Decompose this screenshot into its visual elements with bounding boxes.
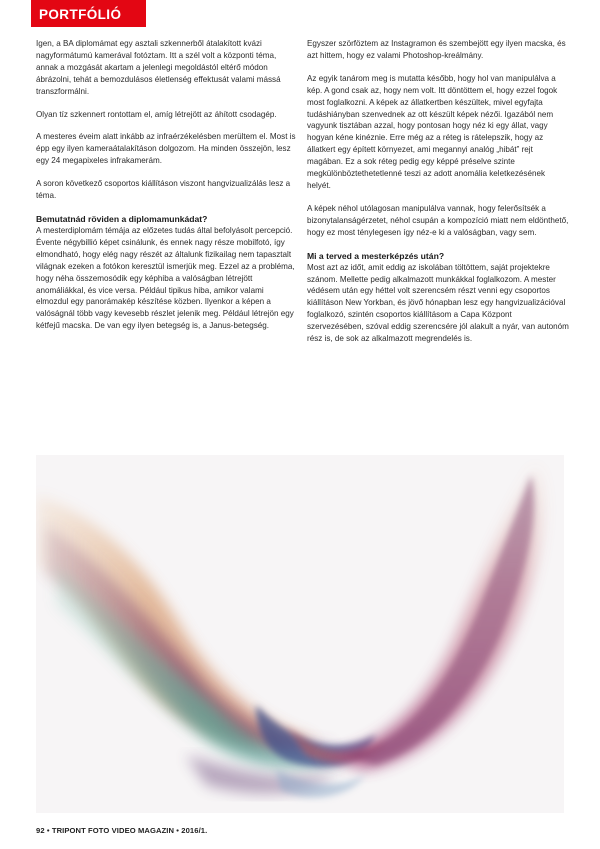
paragraph: Igen, a BA diplomámat egy asztali szkennerből átalakított kvázi nagyformátumú kamerával fotóztam. Itt a szél volt a központi téma, annak a mozgását akartam a jelenlegi megoldástól eltérő módon ábrázolni, tehát a bemozdulásos életlenség effektusát valami mássá transzformálni. bbox=[36, 39, 281, 96]
section-title: PORTFÓLIÓ bbox=[39, 7, 122, 22]
paragraph: A mesteres éveim alatt inkább az infraérzékelésben merültem el. Most is épp egy ilyen kameraátalakításon dolgozom. Ha minden összejön, lesz egy 24 megapixeles infrakamerám. bbox=[36, 132, 296, 166]
abstract-photo bbox=[36, 455, 564, 813]
paragraph: Olyan tíz szkennert rontottam el, amíg létrejött az áhított csodagép. bbox=[36, 109, 277, 119]
paragraph: A soron következő csoportos kiállításon viszont hangvizualizálás lesz a téma. bbox=[36, 179, 291, 201]
section-banner bbox=[31, 0, 146, 27]
page-footer: 92 • TRIPONT FOTO VIDEO MAGAZIN • 2016/1. bbox=[36, 826, 208, 835]
interview-question: Bemutatnád röviden a diplomamunkádat? bbox=[36, 213, 208, 224]
right-column bbox=[307, 38, 569, 356]
paragraph: A mesterdiplomám témája az előzetes tudás által befolyásolt percepció. Évente négybillió képet csinálunk, és ennek nagy része mobilfotó, így elmondható, hogy elég nagy részét az általunk fizikailag nem tapasztalt világnak ezeken a fotókon keresztül ismerjük meg. Ezzel az a probléma, hogy néha összemosódik egy képhiba a valóságban létrejött anomáliákkal, és vice versa. Például tipikus hiba, amikor valami elmozdul egy panorámakép készítése közben. Ilyenkor a képen a valóságnál több vagy kevesebb részlet jelenik meg. Például létrejön egy kétfejű macska. De van egy ilyen betegség is, a Janus-betegség. bbox=[36, 225, 295, 331]
paragraph: Egyszer szörföztem az Instagramon és szembejött egy ilyen macska, és azt hittem, hogy ez valami Photoshop-kreálmány. bbox=[307, 39, 566, 60]
paragraph: Az egyik tanárom meg is mutatta később, hogy hol van manipulálva a kép. A gond csak az, hogy nem volt. Itt döntöttem el, hogy ezzel fogok most foglalkozni. A képek az állatkertben készültek, mivel egyfajta tudáshiányban szenvednek az ott készült képek nézői. Igazából nem vagyunk tisztában azzal, hogy pontosan hogy néz ki egy állat, vagy hogyan kéne kinéznie. Erre még az a réteg is rátelepszik, hogy az állatkert egy épített környezet, ami megannyi analóg „hibát” rejt magában. Ez a sok réteg pedig egy képpé préselve szinte megkülönböztethetetlenné teszi az adott anomália keletkezésének helyét. bbox=[307, 73, 558, 190]
paragraph: A képek néhol utólagosan manipulálva vannak, hogy felerősítsék a bizonytalanságérzetet, néhol csupán a kompozíció miatt nem eldönthető, hogy ez most ténylegesen így néz-e ki a valóságban, vagy sem. bbox=[307, 203, 569, 237]
paragraph: Most azt az időt, amit eddig az iskolában töltöttem, saját projektekre szánom. Mellette pedig alkalmazott munkákkal foglalkozom. A mester védésem után egy héttel volt szerencsém részt venni egy csoportos kiállításon New Yorkban, és jövő hónapban lesz egy hangvizualizációval foglalkozó, szintén csoportos kiállításom a Capa Központ szervezésében, szóval eddig szerencsére jól alakult a nyár, van autonóm rész is, de sok az alkalmazott megrendelés is. bbox=[307, 262, 569, 344]
interview-question: Mi a terved a mesterképzés után? bbox=[307, 250, 445, 261]
abstract-motion-artwork bbox=[36, 455, 564, 813]
left-column bbox=[36, 38, 296, 343]
